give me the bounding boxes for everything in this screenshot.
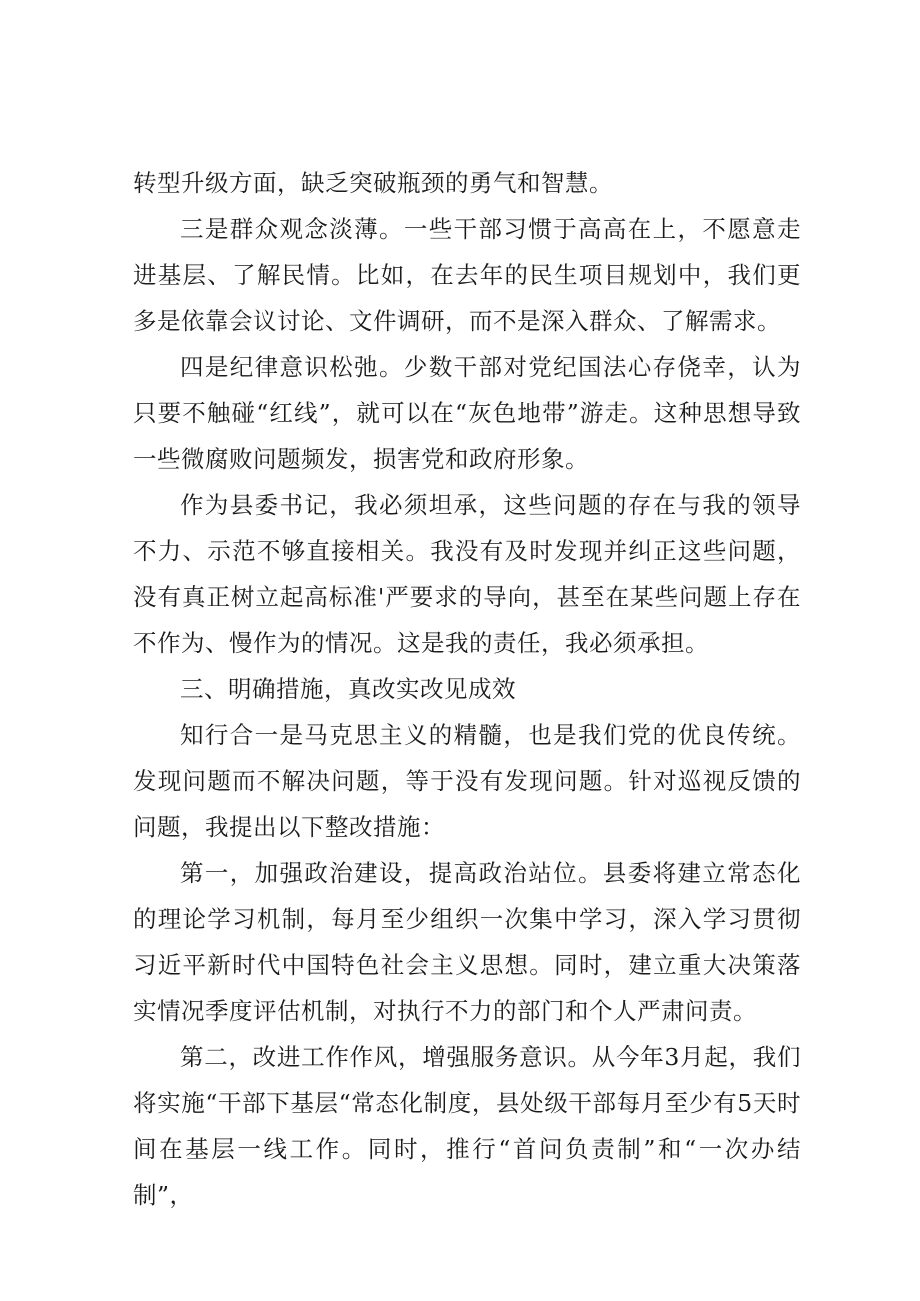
paragraph-discipline: 四是纪律意识松弛。少数干部对党纪国法心存侥幸，认为只要不触碰“红线”，就可以在“灰色地带”游走。这种思想导致一些微腐败问题频发，损害党和政府形象。 xyxy=(133,353,801,473)
section-heading-measures: 三、明确措施，真改实改见成效 xyxy=(180,675,516,703)
paragraph-measure-one: 第一，加强政治建设，提高政治站位。县委将建立常态化的理论学习机制，每月至少组织一次集中学习，深入学习贯彻习近平新时代中国特色社会主义思想。同时，建立重大决策落实情况季度评估机制，对执行不力的部门和个人严肃问责。 xyxy=(133,859,801,1025)
paragraph-intro-measures: 知行合一是马克思主义的精髓，也是我们党的优良传统。发现问题而不解决问题，等于没有发现问题。针对巡视反馈的问题，我提出以下整改措施： xyxy=(133,721,801,841)
document-body xyxy=(133,160,801,1218)
paragraph-continuation: 转型升级方面，缺乏突破瓶颈的勇气和智慧。 xyxy=(133,169,613,197)
paragraph-mass-awareness: 三是群众观念淡薄。一些干部习惯于高高在上，不愿意走进基层、了解民情。比如，在去年的民生项目规划中，我们更多是依靠会议讨论、文件调研，而不是深入群众、了解需求。 xyxy=(133,215,801,335)
paragraph-measure-two: 第二，改进工作作风，增强服务意识。从今年3月起，我们将实施“干部下基层“常态化制度，县处级干部每月至少有5天时间在基层一线工作。同时，推行“首问负责制”和“一次办结制”， xyxy=(133,1043,801,1209)
paragraph-responsibility: 作为县委书记，我必须坦承，这些问题的存在与我的领导不力、示范不够直接相关。我没有及时发现并纠正这些问题，没有真正树立起高标准'严要求的导向，甚至在某些问题上存在不作为、慢作为的情况。这是我的责任，我必须承担。 xyxy=(133,491,801,657)
